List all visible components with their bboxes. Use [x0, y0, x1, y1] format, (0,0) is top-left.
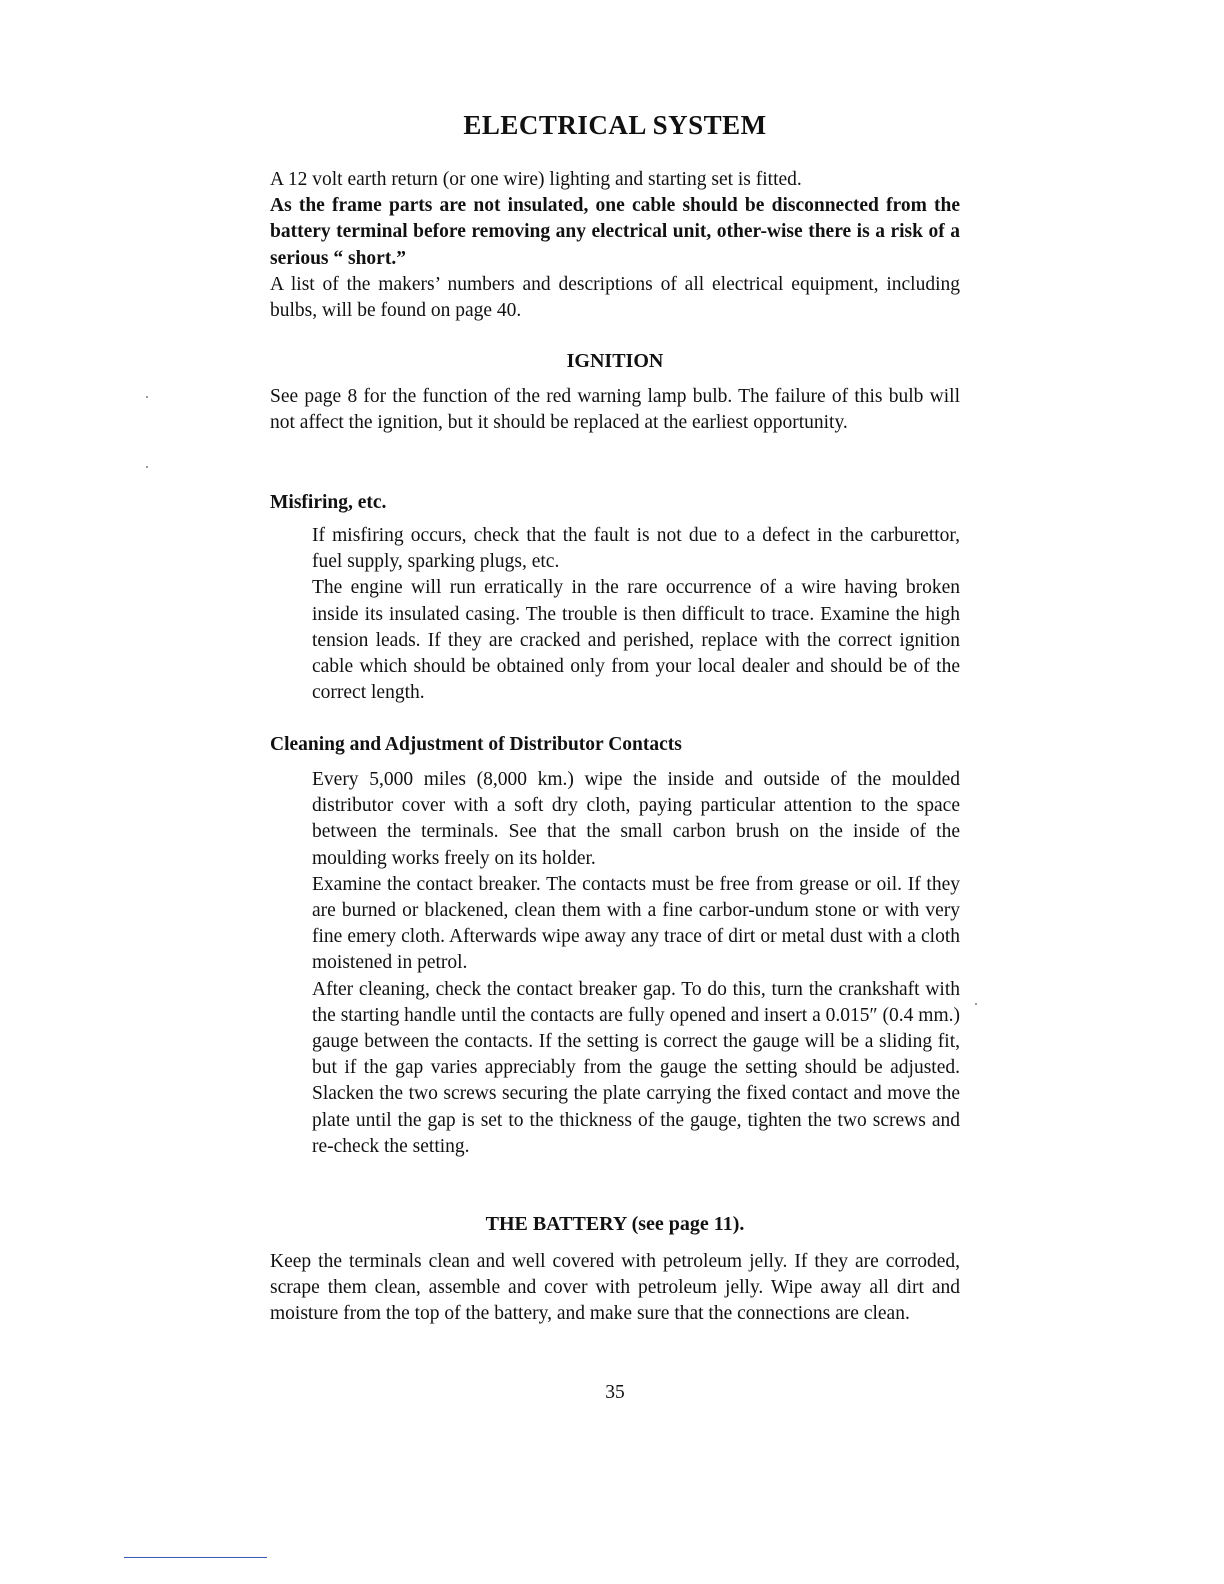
distributor-paragraph-3: After cleaning, check the contact breaker gap. To do this, turn the crankshaft with the starting handle until the contacts are fully opened and insert a 0.015″ (0.4 mm.) gauge between the contacts. If the setting is correct the gauge will be a sliding fit, but if the gap varies appreciably from the gauge the setting should be adjusted. Slacken the two screws securing the plate carrying the fixed contact and move the plate until the gap is set to the thickness of the gauge, tighten the two screws and re-check the setting. — [312, 978, 960, 1157]
misfiring-paragraph-1: If misfiring occurs, check that the fault is not due to a defect in the carburettor, fuel supply, sparking plugs, etc. — [312, 525, 960, 573]
scan-speck — [975, 1003, 977, 1005]
intro-paragraph: A 12 volt earth return (or one wire) lighting and starting set is fitted. — [270, 169, 802, 190]
footnote-rule — [124, 1557, 267, 1558]
intro-section — [270, 167, 960, 324]
battery-heading-note: (see page 11). — [631, 1213, 745, 1235]
battery-heading-line — [270, 1213, 960, 1236]
equipment-list-paragraph: A list of the makers’ numbers and descriptions of all electrical equipment, including bulbs, will be found on page 40. — [270, 273, 960, 322]
warning-paragraph: As the frame parts are not insulated, one cable should be disconnected from the battery terminal before removing any electrical unit, other-wise there is a risk of a serious “ short.” — [270, 195, 960, 269]
distributor-heading: Cleaning and Adjustment of Distributor Contacts — [270, 734, 682, 755]
ignition-heading: IGNITION — [566, 350, 664, 372]
page-title: ELECTRICAL SYSTEM — [463, 110, 767, 140]
distributor-paragraph-2: Examine the contact breaker. The contacts must be free from grease or oil. If they are burned or blackened, clean them with a fine carbor-undum stone or with very fine emery cloth. Afterwards wipe away any trace of dirt or metal dust with a cloth moistened in petrol. — [312, 873, 960, 974]
misfiring-section — [312, 523, 960, 706]
ignition-paragraph: See page 8 for the function of the red warning lamp bulb. The failure of this bulb will not affect the ignition, but it should be replaced at the earliest opportunity. — [270, 386, 960, 434]
page-number: 35 — [605, 1382, 625, 1403]
scan-speck — [146, 466, 148, 468]
misfiring-paragraph-2: The engine will run erratically in the rare occurrence of a wire having broken inside its insulated casing. The trouble is then difficult to trace. Examine the high tension leads. If they are cracked and perished, replace with the correct ignition cable which should be obtained only from your local dealer and should be of the correct length. — [312, 577, 960, 704]
misfiring-heading: Misfiring, etc. — [270, 492, 387, 513]
battery-paragraph: Keep the terminals clean and well covered with petroleum jelly. If they are corroded, scrape them clean, assemble and cover with petroleum jelly. Wipe away all dirt and moisture from the top of the battery, and make sure that the connections are clean. — [270, 1251, 960, 1325]
distributor-section — [312, 767, 960, 1160]
battery-section — [270, 1249, 960, 1328]
ignition-section — [270, 384, 960, 436]
scan-speck — [146, 396, 148, 398]
battery-heading: THE BATTERY — [485, 1213, 627, 1235]
distributor-paragraph-1: Every 5,000 miles (8,000 km.) wipe the inside and outside of the moulded distributor cover with a soft dry cloth, paying particular attention to the space between the terminals. See that the small carbon brush on the inside of the moulding works freely on its holder. — [312, 769, 960, 869]
